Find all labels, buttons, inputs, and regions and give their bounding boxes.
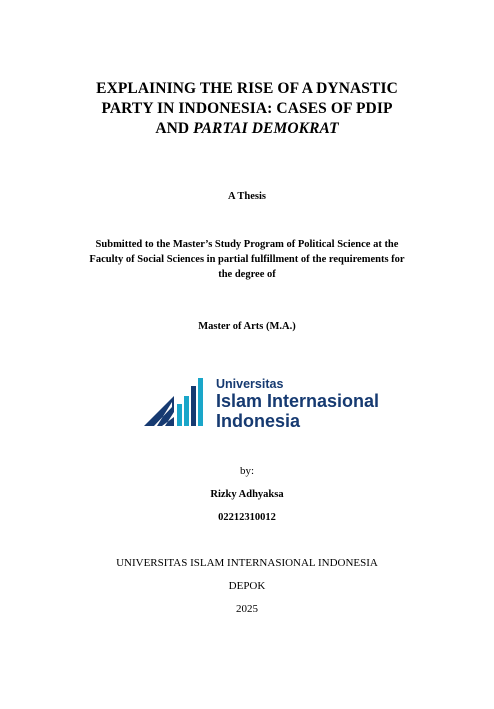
author-name: Rizky Adhyaksa (210, 489, 284, 500)
title-line-2: PARTY IN INDONESIA: CASES OF PDIP (101, 100, 393, 117)
university-logo-mark-icon (144, 374, 210, 430)
institution-city: DEPOK (228, 580, 266, 592)
university-logo (144, 374, 384, 430)
logo-bar-4 (198, 378, 203, 426)
degree-name: Master of Arts (M.A.) (198, 321, 296, 332)
logo-text-line-2: Islam Internasional (216, 391, 380, 411)
logo-bar-2 (184, 396, 189, 426)
logo-text-line-1: Universitas (216, 377, 284, 391)
submission-line-1: Submitted to the Master’s Study Program of Political Science at the (95, 239, 399, 250)
thesis-title (40, 79, 454, 139)
university-logo-text (216, 374, 379, 431)
title-line-1: EXPLAINING THE RISE OF A DYNASTIC (96, 80, 398, 97)
title-line-3 (40, 119, 454, 139)
by-label: by: (239, 465, 255, 477)
submission-line-2: Faculty of Social Sciences in partial fulfillment of the requirements for (89, 254, 405, 265)
student-id: 02212310012 (218, 512, 276, 523)
title-line-3-italic: PARTAI DEMOKRAT (193, 120, 339, 137)
document-type: A Thesis (227, 191, 267, 202)
institution-name: UNIVERSITAS ISLAM INTERNASIONAL INDONESIA (116, 557, 378, 569)
submission-statement (30, 237, 464, 282)
logo-text-line-3: Indonesia (216, 411, 301, 431)
logo-bar-1 (177, 404, 182, 426)
logo-bar-3 (191, 386, 196, 426)
submission-year: 2025 (236, 603, 258, 615)
submission-line-3: the degree of (218, 269, 276, 280)
title-line-3-prefix: AND (155, 120, 194, 137)
